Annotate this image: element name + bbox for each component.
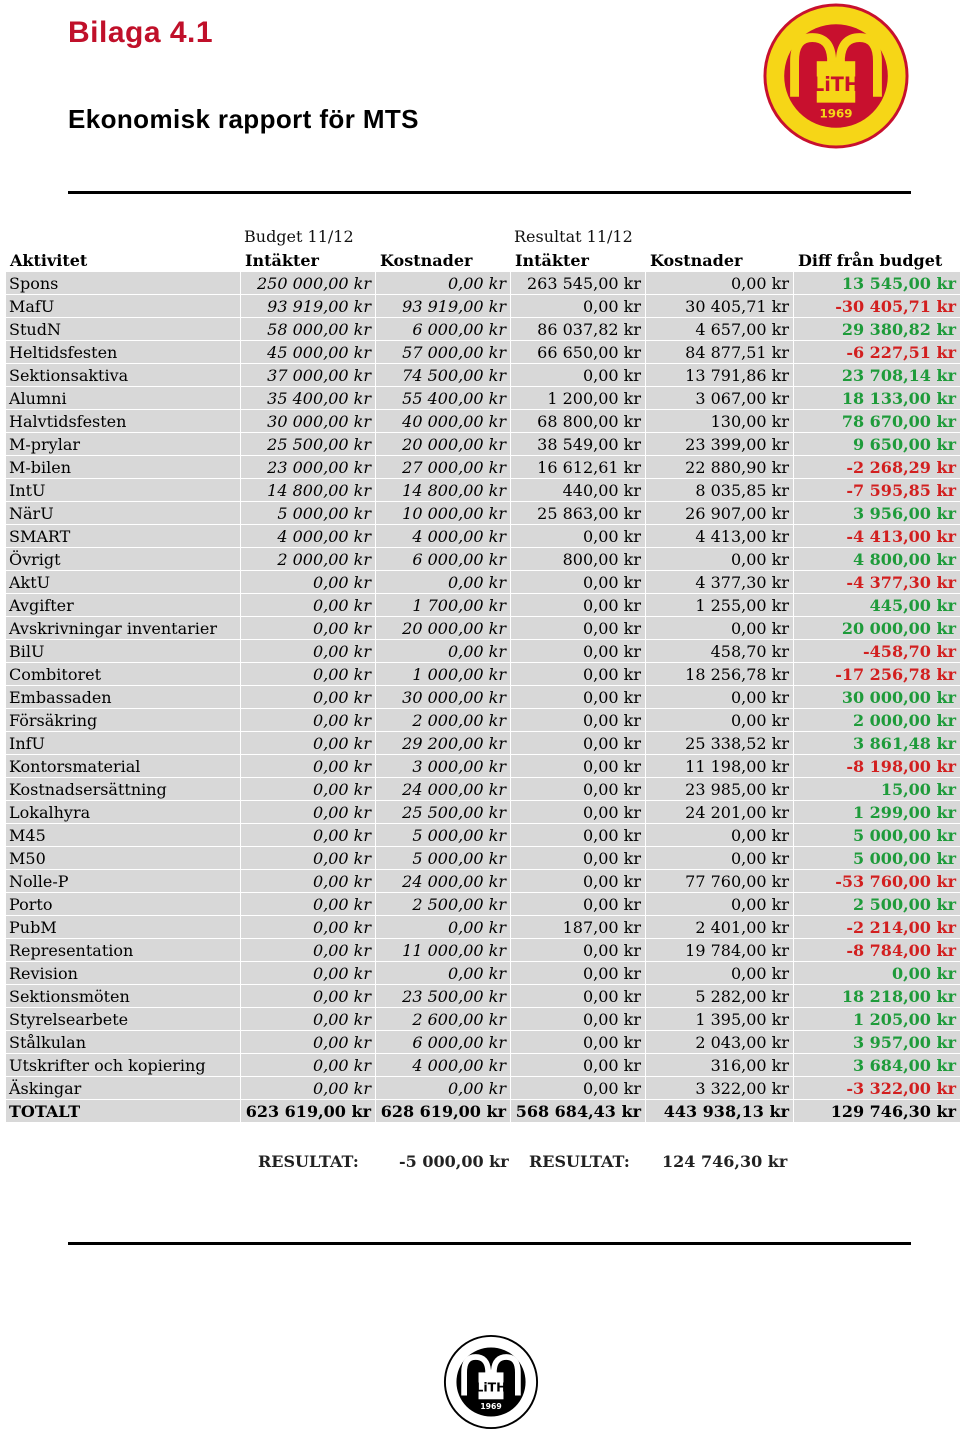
budget-cost-cell: 1 000,00 kr [376, 663, 511, 686]
result-income-cell: 86 037,82 kr [511, 318, 646, 341]
activity-cell: PubM [6, 916, 241, 939]
budget-cost-cell: 0,00 kr [376, 640, 511, 663]
budget-income-cell: 5 000,00 kr [241, 502, 376, 525]
actual-result-value: 124 746,30 kr [662, 1152, 788, 1171]
budget-cost-cell: 2 000,00 kr [376, 709, 511, 732]
diff-cell: 2 500,00 kr [794, 893, 960, 916]
budget-cost-cell: 5 000,00 kr [376, 824, 511, 847]
diff-cell: 3 957,00 kr [794, 1031, 960, 1054]
result-income-cell: 0,00 kr [511, 870, 646, 893]
diff-cell: 30 000,00 kr [794, 686, 960, 709]
budget-cost-cell: 74 500,00 kr [376, 364, 511, 387]
budget-income-cell: 58 000,00 kr [241, 318, 376, 341]
budget-cost-cell: 6 000,00 kr [376, 548, 511, 571]
budget-cost-cell: 93 919,00 kr [376, 295, 511, 318]
total-row [6, 1100, 960, 1123]
result-cost-cell: 0,00 kr [646, 962, 794, 985]
activity-cell: Övrigt [6, 548, 241, 571]
budget-cost-cell: 4 000,00 kr [376, 1054, 511, 1077]
svg-text:1969: 1969 [819, 106, 853, 121]
diff-cell: 29 380,82 kr [794, 318, 960, 341]
diff-cell: -2 268,29 kr [794, 456, 960, 479]
activity-cell: InfU [6, 732, 241, 755]
column-header: Intäkter [241, 249, 376, 272]
activity-cell: MafU [6, 295, 241, 318]
table-row [6, 686, 960, 709]
result-cost-cell: 18 256,78 kr [646, 663, 794, 686]
budget-cost-cell: 4 000,00 kr [376, 525, 511, 548]
activity-cell: Kostnadsersättning [6, 778, 241, 801]
diff-cell: 9 650,00 kr [794, 433, 960, 456]
table-row [6, 341, 960, 364]
result-cost-cell: 26 907,00 kr [646, 502, 794, 525]
result-cost-cell: 0,00 kr [646, 709, 794, 732]
budget-cost-cell: 14 800,00 kr [376, 479, 511, 502]
diff-cell: 0,00 kr [794, 962, 960, 985]
activity-cell: Styrelsearbete [6, 1008, 241, 1031]
result-income-cell: 1 200,00 kr [511, 387, 646, 410]
column-header: Kostnader [376, 249, 511, 272]
table-row [6, 410, 960, 433]
diff-cell: 2 000,00 kr [794, 709, 960, 732]
budget-cost-cell: 27 000,00 kr [376, 456, 511, 479]
budget-spreadsheet [5, 224, 960, 1174]
result-income-cell: 0,00 kr [511, 571, 646, 594]
budget-income-cell: 0,00 kr [241, 985, 376, 1008]
result-income-cell: 0,00 kr [511, 985, 646, 1008]
budget-cost-cell: 1 700,00 kr [376, 594, 511, 617]
budget-income-cell: 0,00 kr [241, 1008, 376, 1031]
diff-cell: -30 405,71 kr [794, 295, 960, 318]
budget-cost-cell: 20 000,00 kr [376, 617, 511, 640]
result-income-cell: 0,00 kr [511, 686, 646, 709]
table-row [6, 663, 960, 686]
budget-cost-cell: 30 000,00 kr [376, 686, 511, 709]
budget-cost-cell: 24 000,00 kr [376, 778, 511, 801]
diff-cell: -6 227,51 kr [794, 341, 960, 364]
diff-cell: 445,00 kr [794, 594, 960, 617]
activity-cell: Försäkring [6, 709, 241, 732]
table-row [6, 847, 960, 870]
diff-cell: -4 413,00 kr [794, 525, 960, 548]
budget-income-cell: 2 000,00 kr [241, 548, 376, 571]
table-row [6, 571, 960, 594]
budget-income-cell: 45 000,00 kr [241, 341, 376, 364]
budget-cost-cell: 0,00 kr [376, 1077, 511, 1100]
budget-cost-cell: 25 500,00 kr [376, 801, 511, 824]
activity-cell: AktU [6, 571, 241, 594]
table-row [6, 548, 960, 571]
budget-income-cell: 30 000,00 kr [241, 410, 376, 433]
budget-income-cell: 23 000,00 kr [241, 456, 376, 479]
budget-cost-cell: 11 000,00 kr [376, 939, 511, 962]
budget-cost-cell: 5 000,00 kr [376, 847, 511, 870]
table-row [6, 479, 960, 502]
activity-cell: Embassaden [6, 686, 241, 709]
result-income-cell: 0,00 kr [511, 1077, 646, 1100]
activity-cell: Alumni [6, 387, 241, 410]
result-income-cell: 0,00 kr [511, 847, 646, 870]
activity-cell: Äskingar [6, 1077, 241, 1100]
result-summary [5, 1150, 960, 1174]
budget-group-label: Budget 11/12 [244, 227, 354, 246]
result-income-cell: 0,00 kr [511, 709, 646, 732]
diff-cell: 23 708,14 kr [794, 364, 960, 387]
actual-result-label: RESULTAT: [529, 1152, 630, 1171]
svg-text:LiTH: LiTH [475, 1379, 507, 1395]
column-header: Aktivitet [6, 249, 241, 272]
budget-income-cell: 0,00 kr [241, 1054, 376, 1077]
budget-cost-cell: 23 500,00 kr [376, 985, 511, 1008]
activity-cell: M-bilen [6, 456, 241, 479]
result-cost-cell: 0,00 kr [646, 824, 794, 847]
result-income-cell: 800,00 kr [511, 548, 646, 571]
table-row [6, 594, 960, 617]
budget-cost-cell: 2 600,00 kr [376, 1008, 511, 1031]
result-cost-cell: 22 880,90 kr [646, 456, 794, 479]
budget-cost-cell: 6 000,00 kr [376, 318, 511, 341]
result-cost-cell: 77 760,00 kr [646, 870, 794, 893]
budget-income-cell: 0,00 kr [241, 640, 376, 663]
result-cost-cell: 30 405,71 kr [646, 295, 794, 318]
result-cost-cell: 0,00 kr [646, 548, 794, 571]
table-row [6, 1008, 960, 1031]
result-income-cell: 66 650,00 kr [511, 341, 646, 364]
budget-income-cell: 0,00 kr [241, 732, 376, 755]
result-cost-cell: 0,00 kr [646, 272, 794, 295]
activity-cell: IntU [6, 479, 241, 502]
budget-cost-cell: 0,00 kr [376, 571, 511, 594]
activity-cell: Sektionsmöten [6, 985, 241, 1008]
table-row [6, 456, 960, 479]
budget-income-cell: 37 000,00 kr [241, 364, 376, 387]
result-income-cell: 0,00 kr [511, 663, 646, 686]
budget-income-cell: 0,00 kr [241, 594, 376, 617]
budget-result-label: RESULTAT: [258, 1152, 359, 1171]
table-row [6, 525, 960, 548]
table-row [6, 962, 960, 985]
result-cost-cell: 316,00 kr [646, 1054, 794, 1077]
budget-income-cell: 0,00 kr [241, 801, 376, 824]
result-income-cell: 0,00 kr [511, 778, 646, 801]
result-group-label: Resultat 11/12 [514, 227, 633, 246]
diff-cell: -7 595,85 kr [794, 479, 960, 502]
result-cost-cell: 19 784,00 kr [646, 939, 794, 962]
diff-cell: 18 133,00 kr [794, 387, 960, 410]
result-cost-cell: 5 282,00 kr [646, 985, 794, 1008]
diff-cell: -2 214,00 kr [794, 916, 960, 939]
budget-income-cell: 0,00 kr [241, 847, 376, 870]
budget-income-cell: 0,00 kr [241, 939, 376, 962]
diff-cell: 1 205,00 kr [794, 1008, 960, 1031]
table-row [6, 387, 960, 410]
table-row [6, 732, 960, 755]
result-cost-cell: 0,00 kr [646, 617, 794, 640]
budget-income-cell: 0,00 kr [241, 824, 376, 847]
activity-cell: Avgifter [6, 594, 241, 617]
activity-cell: Lokalhyra [6, 801, 241, 824]
result-cost-cell: 3 067,00 kr [646, 387, 794, 410]
column-header-row [6, 249, 960, 272]
result-income-cell: 16 612,61 kr [511, 456, 646, 479]
activity-cell: Halvtidsfesten [6, 410, 241, 433]
activity-cell: Nolle-P [6, 870, 241, 893]
budget-income-cell: 0,00 kr [241, 571, 376, 594]
budget-income-cell: 0,00 kr [241, 778, 376, 801]
total-budget-cost: 628 619,00 kr [376, 1100, 511, 1123]
budget-income-cell: 0,00 kr [241, 686, 376, 709]
total-budget-income: 623 619,00 kr [241, 1100, 376, 1123]
total-result-income: 568 684,43 kr [511, 1100, 646, 1123]
budget-cost-cell: 55 400,00 kr [376, 387, 511, 410]
column-header: Intäkter [511, 249, 646, 272]
diff-cell: 5 000,00 kr [794, 847, 960, 870]
table-row [6, 1054, 960, 1077]
total-diff: 129 746,30 kr [794, 1100, 960, 1123]
result-cost-cell: 4 413,00 kr [646, 525, 794, 548]
table-row [6, 778, 960, 801]
activity-cell: Heltidsfesten [6, 341, 241, 364]
table-row [6, 939, 960, 962]
result-income-cell: 0,00 kr [511, 893, 646, 916]
column-header: Diff från budget [794, 249, 960, 272]
diff-cell: 78 670,00 kr [794, 410, 960, 433]
result-income-cell: 0,00 kr [511, 801, 646, 824]
diff-cell: 20 000,00 kr [794, 617, 960, 640]
budget-cost-cell: 0,00 kr [376, 272, 511, 295]
result-cost-cell: 23 399,00 kr [646, 433, 794, 456]
budget-cost-cell: 2 500,00 kr [376, 893, 511, 916]
result-cost-cell: 0,00 kr [646, 686, 794, 709]
mts-logo-icon [762, 2, 910, 150]
activity-cell: Porto [6, 893, 241, 916]
activity-cell: Spons [6, 272, 241, 295]
activity-cell: BilU [6, 640, 241, 663]
result-cost-cell: 13 791,86 kr [646, 364, 794, 387]
activity-cell: Avskrivningar inventarier [6, 617, 241, 640]
budget-income-cell: 0,00 kr [241, 870, 376, 893]
result-income-cell: 25 863,00 kr [511, 502, 646, 525]
diff-cell: -53 760,00 kr [794, 870, 960, 893]
table-row [6, 433, 960, 456]
result-cost-cell: 0,00 kr [646, 847, 794, 870]
result-cost-cell: 23 985,00 kr [646, 778, 794, 801]
appendix-label: Bilaga 4.1 [68, 16, 214, 49]
result-income-cell: 263 545,00 kr [511, 272, 646, 295]
result-cost-cell: 2 401,00 kr [646, 916, 794, 939]
bottom-divider [68, 1242, 911, 1245]
result-cost-cell: 1 395,00 kr [646, 1008, 794, 1031]
diff-cell: 3 684,00 kr [794, 1054, 960, 1077]
activity-cell: Revision [6, 962, 241, 985]
activity-cell: Stålkulan [6, 1031, 241, 1054]
result-cost-cell: 0,00 kr [646, 893, 794, 916]
budget-income-cell: 0,00 kr [241, 617, 376, 640]
budget-cost-cell: 29 200,00 kr [376, 732, 511, 755]
table-row [6, 709, 960, 732]
result-income-cell: 68 800,00 kr [511, 410, 646, 433]
budget-income-cell: 0,00 kr [241, 755, 376, 778]
diff-cell: 13 545,00 kr [794, 272, 960, 295]
result-cost-cell: 4 657,00 kr [646, 318, 794, 341]
activity-cell: Utskrifter och kopiering [6, 1054, 241, 1077]
result-income-cell: 0,00 kr [511, 939, 646, 962]
activity-cell: Sektionsaktiva [6, 364, 241, 387]
table-row [6, 916, 960, 939]
diff-cell: -8 198,00 kr [794, 755, 960, 778]
table-row [6, 1031, 960, 1054]
table-row [6, 870, 960, 893]
diff-cell: 4 800,00 kr [794, 548, 960, 571]
result-cost-cell: 8 035,85 kr [646, 479, 794, 502]
result-income-cell: 0,00 kr [511, 732, 646, 755]
top-divider [68, 191, 911, 194]
result-income-cell: 0,00 kr [511, 962, 646, 985]
result-income-cell: 0,00 kr [511, 295, 646, 318]
diff-cell: 1 299,00 kr [794, 801, 960, 824]
budget-income-cell: 0,00 kr [241, 962, 376, 985]
diff-cell: 5 000,00 kr [794, 824, 960, 847]
budget-result-value: -5 000,00 kr [399, 1152, 509, 1171]
svg-text:LiTH: LiTH [811, 72, 861, 96]
result-income-cell: 440,00 kr [511, 479, 646, 502]
diff-cell: 18 218,00 kr [794, 985, 960, 1008]
mts-logo-footer-icon [443, 1334, 539, 1430]
budget-cost-cell: 57 000,00 kr [376, 341, 511, 364]
activity-cell: NärU [6, 502, 241, 525]
table-row [6, 617, 960, 640]
activity-cell: SMART [6, 525, 241, 548]
budget-cost-cell: 6 000,00 kr [376, 1031, 511, 1054]
budget-income-cell: 93 919,00 kr [241, 295, 376, 318]
budget-cost-cell: 10 000,00 kr [376, 502, 511, 525]
result-cost-cell: 2 043,00 kr [646, 1031, 794, 1054]
result-income-cell: 0,00 kr [511, 1008, 646, 1031]
table-row [6, 318, 960, 341]
table-row [6, 755, 960, 778]
diff-cell: 3 861,48 kr [794, 732, 960, 755]
budget-table [5, 248, 960, 1123]
budget-income-cell: 0,00 kr [241, 893, 376, 916]
total-result-cost: 443 938,13 kr [646, 1100, 794, 1123]
budget-cost-cell: 24 000,00 kr [376, 870, 511, 893]
table-row [6, 272, 960, 295]
page-title: Ekonomisk rapport för MTS [68, 104, 419, 134]
result-cost-cell: 11 198,00 kr [646, 755, 794, 778]
result-income-cell: 0,00 kr [511, 1031, 646, 1054]
result-income-cell: 187,00 kr [511, 916, 646, 939]
total-label: TOTALT [6, 1100, 241, 1123]
table-row [6, 801, 960, 824]
result-income-cell: 38 549,00 kr [511, 433, 646, 456]
budget-income-cell: 4 000,00 kr [241, 525, 376, 548]
group-header-row [5, 224, 960, 247]
result-income-cell: 0,00 kr [511, 617, 646, 640]
budget-income-cell: 0,00 kr [241, 916, 376, 939]
diff-cell: -17 256,78 kr [794, 663, 960, 686]
budget-income-cell: 25 500,00 kr [241, 433, 376, 456]
table-row [6, 1077, 960, 1100]
result-cost-cell: 130,00 kr [646, 410, 794, 433]
diff-cell: 15,00 kr [794, 778, 960, 801]
result-income-cell: 0,00 kr [511, 824, 646, 847]
table-row [6, 364, 960, 387]
result-income-cell: 0,00 kr [511, 594, 646, 617]
result-income-cell: 0,00 kr [511, 640, 646, 663]
activity-cell: M45 [6, 824, 241, 847]
table-row [6, 502, 960, 525]
budget-cost-cell: 0,00 kr [376, 962, 511, 985]
diff-cell: -4 377,30 kr [794, 571, 960, 594]
result-cost-cell: 3 322,00 kr [646, 1077, 794, 1100]
table-row [6, 985, 960, 1008]
column-header: Kostnader [646, 249, 794, 272]
table-row [6, 640, 960, 663]
budget-income-cell: 35 400,00 kr [241, 387, 376, 410]
budget-income-cell: 0,00 kr [241, 663, 376, 686]
result-income-cell: 0,00 kr [511, 755, 646, 778]
result-cost-cell: 25 338,52 kr [646, 732, 794, 755]
budget-cost-cell: 3 000,00 kr [376, 755, 511, 778]
result-cost-cell: 4 377,30 kr [646, 571, 794, 594]
result-cost-cell: 24 201,00 kr [646, 801, 794, 824]
result-cost-cell: 84 877,51 kr [646, 341, 794, 364]
result-cost-cell: 1 255,00 kr [646, 594, 794, 617]
table-row [6, 295, 960, 318]
table-row [6, 824, 960, 847]
budget-cost-cell: 0,00 kr [376, 916, 511, 939]
table-row [6, 893, 960, 916]
budget-income-cell: 250 000,00 kr [241, 272, 376, 295]
budget-income-cell: 14 800,00 kr [241, 479, 376, 502]
activity-cell: M50 [6, 847, 241, 870]
activity-cell: Representation [6, 939, 241, 962]
result-income-cell: 0,00 kr [511, 364, 646, 387]
diff-cell: -458,70 kr [794, 640, 960, 663]
diff-cell: 3 956,00 kr [794, 502, 960, 525]
budget-income-cell: 0,00 kr [241, 709, 376, 732]
activity-cell: StudN [6, 318, 241, 341]
diff-cell: -8 784,00 kr [794, 939, 960, 962]
diff-cell: -3 322,00 kr [794, 1077, 960, 1100]
budget-cost-cell: 40 000,00 kr [376, 410, 511, 433]
result-cost-cell: 458,70 kr [646, 640, 794, 663]
result-income-cell: 0,00 kr [511, 525, 646, 548]
activity-cell: Kontorsmaterial [6, 755, 241, 778]
result-income-cell: 0,00 kr [511, 1054, 646, 1077]
activity-cell: Combitoret [6, 663, 241, 686]
budget-cost-cell: 20 000,00 kr [376, 433, 511, 456]
svg-text:1969: 1969 [480, 1401, 502, 1411]
budget-income-cell: 0,00 kr [241, 1077, 376, 1100]
budget-income-cell: 0,00 kr [241, 1031, 376, 1054]
activity-cell: M-prylar [6, 433, 241, 456]
